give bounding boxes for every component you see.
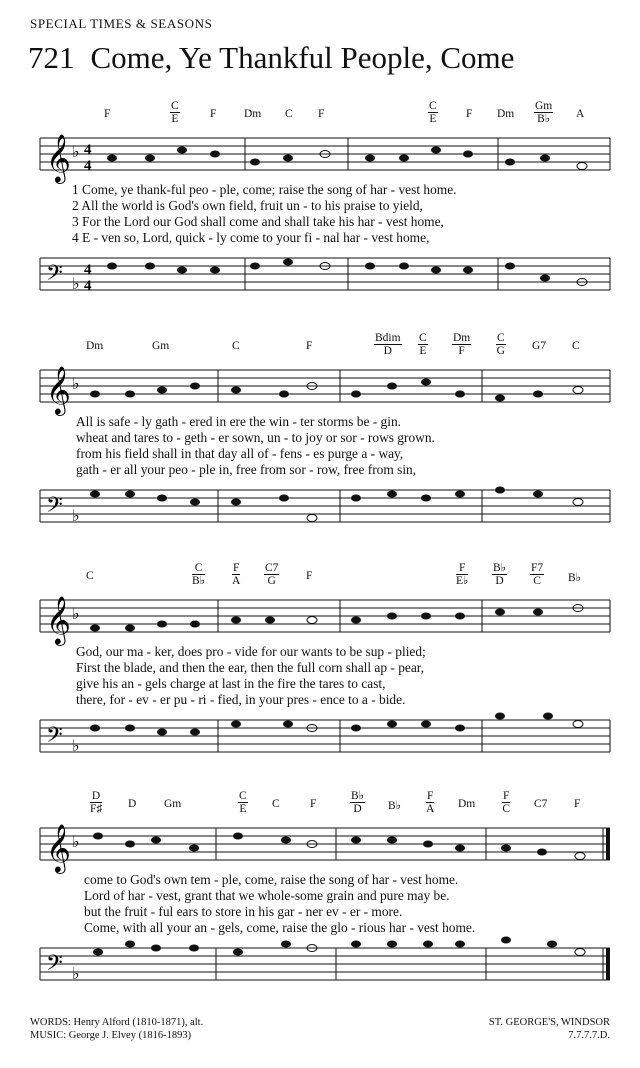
chord-symbol: C: [572, 340, 580, 352]
lyric-line: 4 E - ven so, Lord, quick - ly come to your fi - nal har - vest home,: [72, 230, 430, 245]
chord-symbol: F7 C: [531, 562, 544, 587]
music-credit: MUSIC: George J. Elvey (1816-1893): [30, 1030, 192, 1041]
chord-symbol: C7: [534, 798, 548, 810]
chord-symbol: C7 G: [265, 562, 279, 587]
meter: 7.7.7.7.D.: [568, 1030, 610, 1041]
svg-text:𝄢: 𝄢: [46, 493, 63, 523]
chord-symbol: Dm: [497, 108, 515, 120]
chord-symbol: D F♯: [90, 790, 103, 815]
tune-info: [489, 1016, 610, 1042]
lyric-line: but the fruit - ful ears to store in his gar - ner ev - er - more.: [84, 904, 403, 919]
chord-symbol: C: [232, 340, 240, 352]
svg-text:♭: ♭: [72, 832, 80, 851]
hymn-header: [28, 40, 514, 76]
chord-symbol: B♭: [568, 572, 582, 584]
lyric-line: First the blade, and then the ear, then the full corn shall ap - pear,: [76, 660, 425, 675]
chord-symbol: Dm: [458, 798, 476, 810]
bass-staff: [0, 708, 640, 768]
chord-symbol: B♭ D: [493, 562, 507, 587]
treble-staff: [0, 588, 640, 648]
lyric-line: come to God's own tem - ple, come, raise the song of har - vest home.: [84, 872, 459, 887]
chord-symbol: A: [576, 108, 585, 120]
treble-staff: [0, 358, 640, 418]
chord-symbol: Gm B♭: [535, 100, 553, 125]
svg-text:4: 4: [84, 278, 92, 294]
svg-text:𝄢: 𝄢: [46, 261, 63, 291]
chord-symbol: F A: [232, 562, 241, 587]
chord-symbol: Gm: [152, 340, 170, 352]
chord-symbol: C E: [429, 100, 437, 125]
chord-symbol: Gm: [164, 798, 182, 810]
credits: [30, 1016, 203, 1042]
chord-symbol: C B♭: [192, 562, 206, 587]
lyric-line: give his an - gels charge at last in the fire the tares to cast,: [76, 676, 386, 691]
chord-symbol: G7: [532, 340, 547, 352]
svg-text:𝄞: 𝄞: [46, 365, 71, 414]
svg-text:𝄞: 𝄞: [46, 133, 71, 182]
svg-text:4: 4: [84, 262, 92, 278]
svg-text:𝄢: 𝄢: [46, 723, 63, 753]
svg-text:♭: ♭: [72, 736, 80, 755]
music-system-3: [0, 558, 640, 770]
music-system-2: [0, 328, 640, 540]
lyric-line: 1 Come, ye thank-ful peo - ple, come; raise the song of har - vest home.: [72, 182, 457, 197]
chord-symbol: F: [466, 108, 473, 120]
svg-text:♭: ♭: [72, 274, 80, 293]
svg-text:♭: ♭: [72, 374, 80, 393]
chord-symbol: C E: [171, 100, 179, 125]
svg-text:♭: ♭: [72, 964, 80, 983]
svg-text:4: 4: [84, 142, 92, 158]
lyric-line: Lord of har - vest, grant that we whole-some grain and pure may be.: [84, 888, 450, 903]
svg-text:𝄞: 𝄞: [46, 595, 71, 644]
chord-symbol: B♭: [388, 800, 402, 812]
chord-symbol: F E♭: [456, 562, 469, 587]
chord-symbol: F: [310, 798, 317, 810]
chord-symbol: Dm F: [453, 332, 471, 357]
lyric-line: Come, with all your an - gels, come, raise the glo - rious har - vest home.: [84, 920, 476, 935]
chord-symbol: C: [285, 108, 293, 120]
chord-symbol: F: [318, 108, 325, 120]
tune-name: ST. GEORGE'S, WINDSOR: [488, 1017, 610, 1028]
chord-symbol: F C: [502, 790, 511, 815]
svg-text:♭: ♭: [72, 604, 80, 623]
lyric-line: All is safe - ly gath - ered in ere the win - ter storms be - gin.: [76, 414, 401, 429]
chord-symbol: F: [574, 798, 581, 810]
lyric-line: from his field shall in that day all of - fens - es purge a - way,: [76, 446, 404, 461]
chord-symbol: Dm: [86, 340, 104, 352]
lyric-line: wheat and tares to - geth - er sown, un - to joy or sor - rows grown.: [76, 430, 435, 445]
chord-symbol: B♭ D: [351, 790, 365, 815]
bass-staff: [0, 246, 640, 306]
lyric-line: there, for - ev - er pu - ri - fied, in your pres - ence to a - bide.: [76, 692, 406, 707]
chord-symbol: C: [86, 570, 94, 582]
chord-symbol: F: [306, 570, 313, 582]
lyric-line: God, our ma - ker, does pro - vide for our wants to be sup - plied;: [76, 644, 426, 659]
svg-text:𝄞: 𝄞: [46, 823, 71, 872]
chord-symbol: Dm: [244, 108, 262, 120]
lyric-line: 3 For the Lord our God shall come and shall take his har - vest home,: [72, 214, 444, 229]
bass-staff: [0, 936, 640, 996]
words-credit: WORDS: Henry Alford (1810-1871), alt.: [30, 1017, 204, 1028]
treble-staff: [0, 816, 640, 876]
chord-symbol: F: [306, 340, 313, 352]
treble-staff: [0, 126, 640, 186]
svg-text:♭: ♭: [72, 506, 80, 525]
music-system-4: [0, 786, 640, 998]
svg-text:♭: ♭: [72, 142, 80, 161]
svg-text:4: 4: [84, 158, 92, 174]
svg-text:𝄢: 𝄢: [46, 951, 63, 981]
chord-symbol: F: [210, 108, 217, 120]
section-label: SPECIAL TIMES & SEASONS: [30, 16, 213, 31]
chord-symbol: C E: [419, 332, 427, 357]
lyric-line: gath - er all your peo - ple in, free from sor - row, free from sin,: [76, 462, 417, 477]
hymn-number: 721: [28, 40, 75, 75]
lyric-line: 2 All the world is God's own field, fruit un - to his praise to yield,: [72, 198, 423, 213]
chord-symbol: C: [272, 798, 280, 810]
music-system-1: [0, 96, 640, 308]
chord-symbol: Bdim D: [375, 332, 401, 357]
chord-symbol: F A: [426, 790, 435, 815]
bass-staff: [0, 478, 640, 538]
chord-symbol: C G: [496, 332, 505, 357]
hymn-title: Come, Ye Thankful People, Come: [90, 40, 515, 75]
chord-symbol: D: [128, 798, 137, 810]
chord-symbol: C E: [239, 790, 247, 815]
chord-symbol: F: [104, 108, 111, 120]
